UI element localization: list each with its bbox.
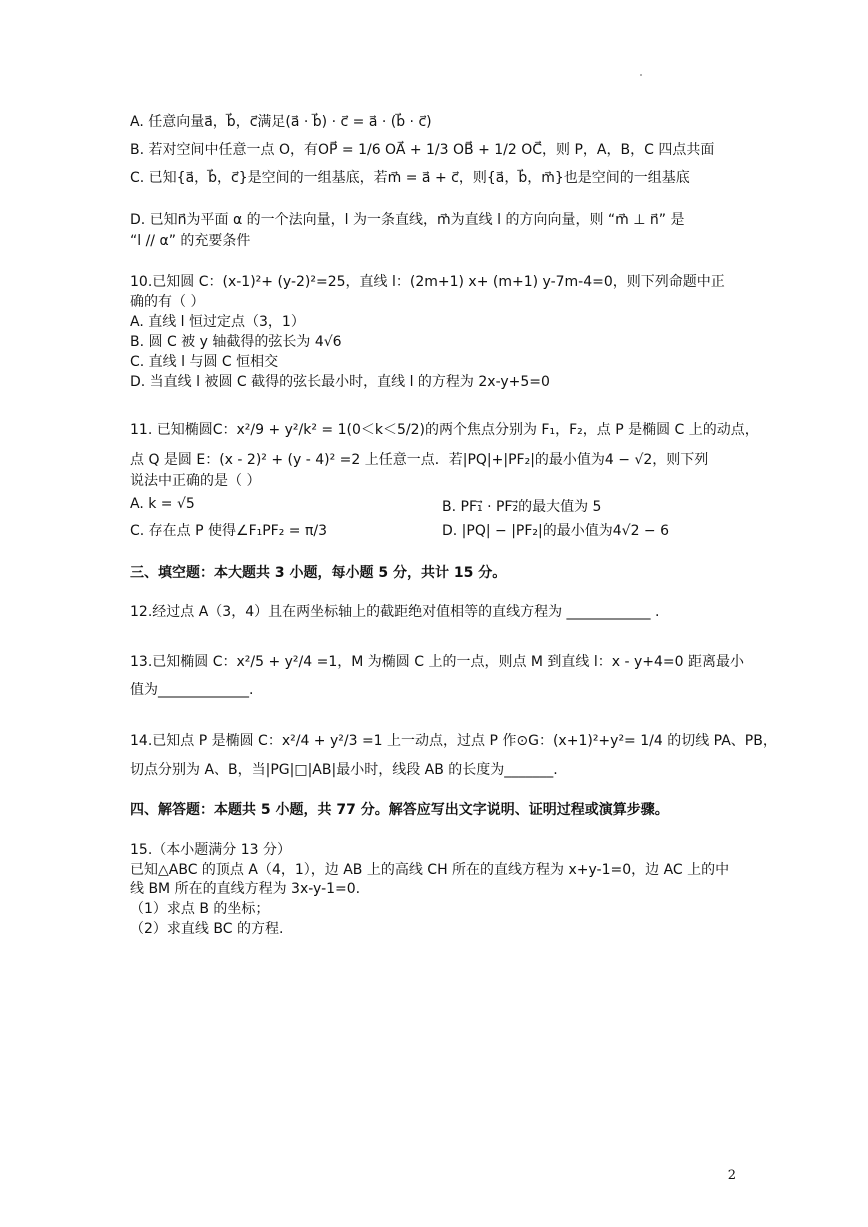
- q15-line1: 已知△ABC 的顶点 A（4，1），边 AB 上的高线 CH 所在的直线方程为 x+y-1=0，边 AC 上的中: [130, 862, 730, 878]
- q10-option-a: A. 直线 l 恒过定点（3，1）: [130, 314, 305, 330]
- q10-stem-line2: 确的有（ ）: [130, 294, 205, 310]
- q9-option-d-line2: “l // α” 的充要条件: [130, 233, 251, 249]
- q9-option-a: A. 任意向量a⃗，b⃗，c⃗满足(a⃗ · b⃗) · c⃗ = a⃗ · (b⃗ · c⃗): [130, 114, 432, 130]
- q11-stem-line3: 说法中正确的是（ ）: [130, 473, 261, 489]
- q15-title: 15.（本小题满分 13 分）: [130, 842, 291, 858]
- q15-part2: （2）求直线 BC 的方程.: [130, 921, 284, 937]
- q10-option-c: C. 直线 l 与圆 C 恒相交: [130, 354, 279, 370]
- q11-option-d: D. |PQ| − |PF₂|的最小值为4√2 − 6: [442, 523, 670, 539]
- q11-option-a: A. k = √5: [130, 496, 195, 512]
- q12-text: 12.经过点 A（3，4）且在两坐标轴上的截距绝对值相等的直线方程为 ____________ .: [130, 604, 660, 620]
- q14-line1: 14.已知点 P 是椭圆 C：x²/4 + y²/3 =1 上一动点，过点 P 作⊙G：(x+1)²+y²= 1/4 的切线 PA、PB，: [130, 733, 777, 749]
- q11-options-row1: [130, 496, 730, 520]
- q11-stem-line2: 点 Q 是圆 E：(x - 2)² + (y - 4)² =2 上任意一点．若|PQ|+|PF₂|的最小值为4 − √2，则下列: [130, 452, 709, 468]
- q11-stem-line1: 11. 已知椭圆C：x²/9 + y²/k² = 1(0＜k＜5/2)的两个焦点分别为 F₁，F₂，点 P 是椭圆 C 上的动点，: [130, 422, 759, 438]
- q15-part1: （1）求点 B 的坐标；: [130, 901, 270, 917]
- q15-line2: 线 BM 所在的直线方程为 3x-y-1=0.: [130, 881, 361, 897]
- scan-dot: [640, 74, 642, 76]
- q9-option-c: C. 已知{a⃗，b⃗，c⃗}是空间的一组基底，若m⃗ = a⃗ + c⃗，则{a⃗，b⃗，m⃗}也是空间的一组基底: [130, 170, 690, 186]
- page-number: 2: [727, 1168, 736, 1183]
- q9-option-b: B. 若对空间中任意一点 O，有OP⃗ = 1/6 OA⃗ + 1/3 OB⃗ + 1/2 OC⃗，则 P，A，B，C 四点共面: [130, 142, 715, 158]
- section-4-heading: 四、解答题：本题共 5 小题，共 77 分。解答应写出文字说明、证明过程或演算步骤。: [130, 802, 669, 818]
- q14-line2: 切点分别为 A、B，当|PG|□|AB|最小时，线段 AB 的长度为_______.: [130, 762, 558, 778]
- section-3-heading: 三、填空题：本大题共 3 小题，每小题 5 分，共计 15 分。: [130, 565, 507, 581]
- q13-line1: 13.已知椭圆 C：x²/5 + y²/4 =1，M 为椭圆 C 上的一点，则点 M 到直线 l：x - y+4=0 距离最小: [130, 654, 745, 670]
- q11-options-row2: [130, 520, 730, 544]
- q13-line2: 值为_____________.: [130, 682, 254, 698]
- q10-stem-line1: 10.已知圆 C：(x-1)²+ (y-2)²=25，直线 l：(2m+1) x+ (m+1) y-7m-4=0，则下列命题中正: [130, 274, 725, 290]
- q9-option-d-line1: D. 已知n⃗为平面 α 的一个法向量，l 为一条直线，m⃗为直线 l 的方向向量，则 “m⃗ ⊥ n⃗” 是: [130, 212, 685, 228]
- q10-option-b: B. 圆 C 被 y 轴截得的弦长为 4√6: [130, 334, 342, 350]
- q11-option-c: C. 存在点 P 使得∠F₁PF₂ = π/3: [130, 523, 328, 539]
- q10-option-d: D. 当直线 l 被圆 C 截得的弦长最小时，直线 l 的方程为 2x-y+5=0: [130, 374, 550, 390]
- q11-option-b: B. PF₁⃗ · PF₂⃗的最大值为 5: [442, 499, 602, 515]
